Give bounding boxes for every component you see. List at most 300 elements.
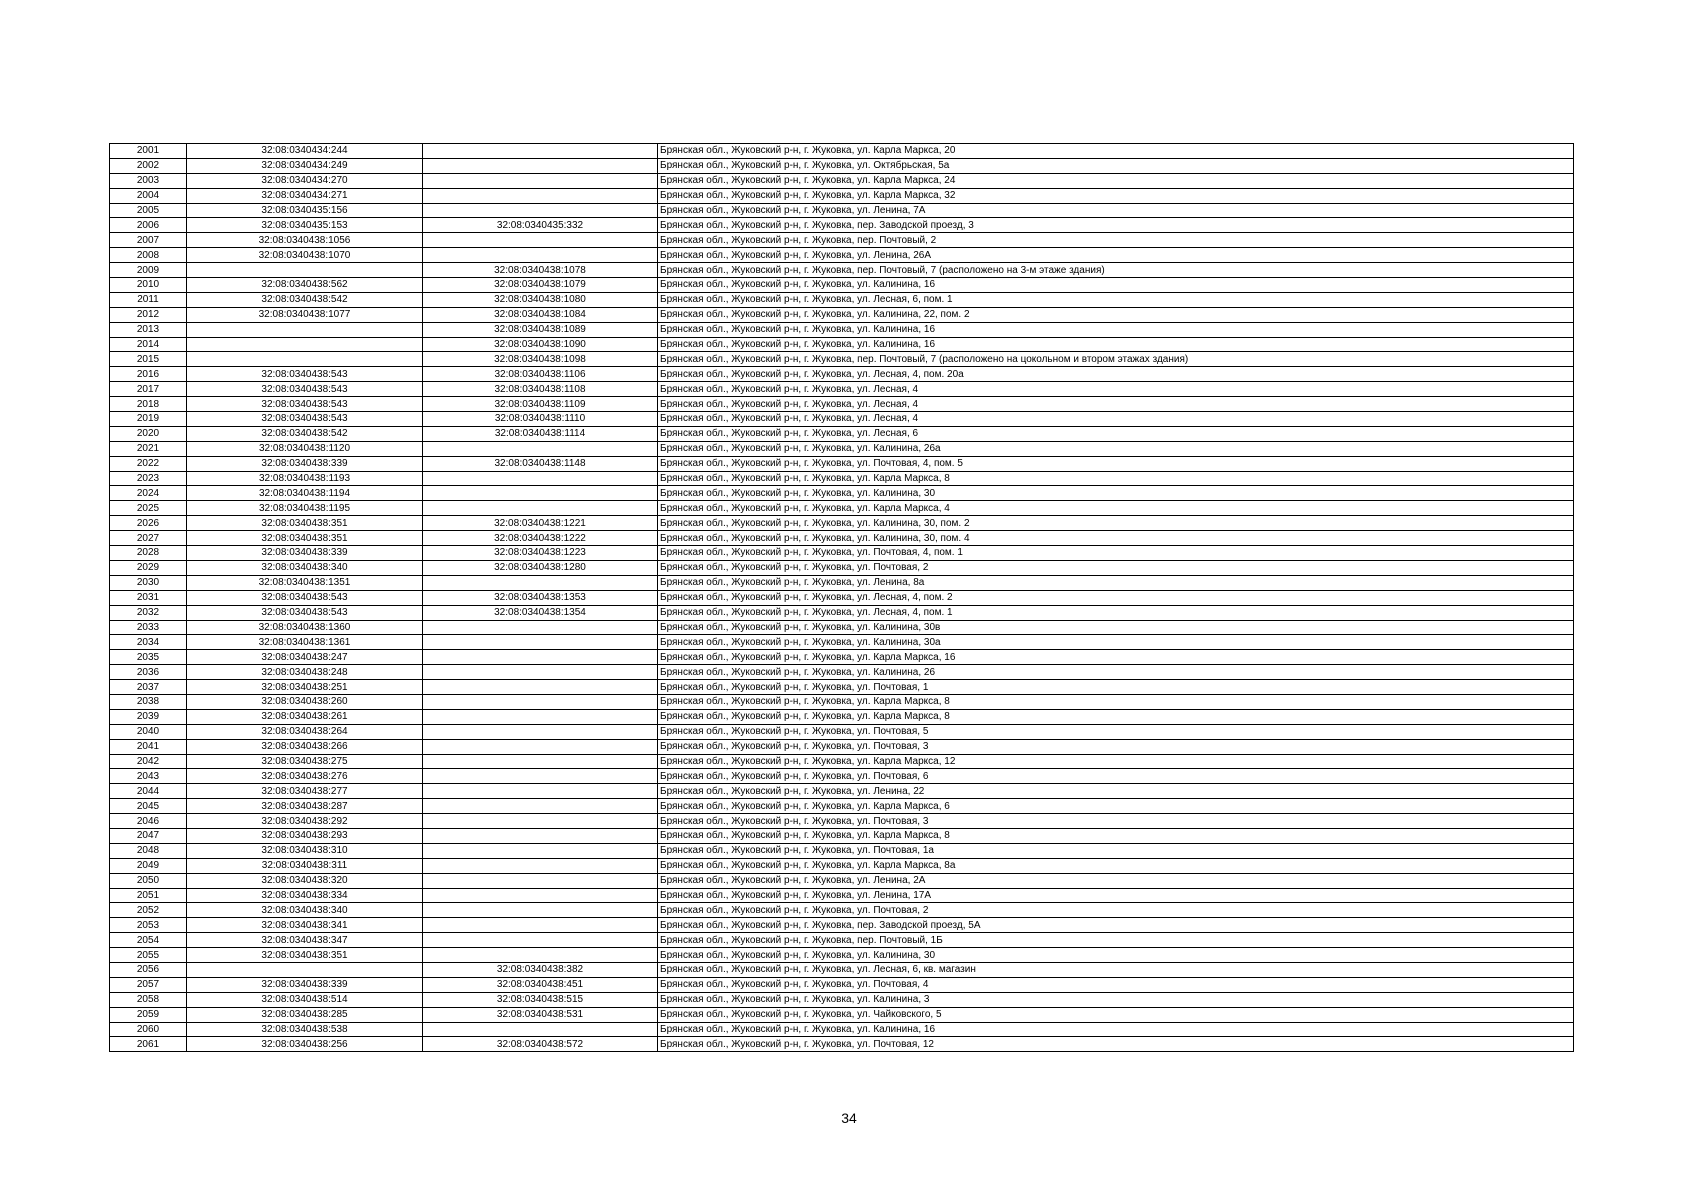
row-number-cell: 2048: [110, 843, 187, 858]
table-row: [110, 337, 1574, 352]
page-number: 34: [841, 1110, 857, 1126]
table-row: [110, 903, 1574, 918]
address-cell: Брянская обл., Жуковский р-н, г. Жуковка, ул. Карла Маркса, 32: [658, 188, 1574, 203]
object-cadastral-number-cell: 32:08:0340438:1108: [423, 382, 658, 397]
row-number-cell: 2009: [110, 263, 187, 278]
row-number-cell: 2007: [110, 233, 187, 248]
table-row: [110, 620, 1574, 635]
address-cell: Брянская обл., Жуковский р-н, г. Жуковка, ул. Ленина, 7А: [658, 203, 1574, 218]
object-cadastral-number-cell: 32:08:0340438:1114: [423, 426, 658, 441]
table-row: [110, 992, 1574, 1007]
row-number-cell: 2061: [110, 1037, 187, 1052]
address-cell: Брянская обл., Жуковский р-н, г. Жуковка, ул. Карла Маркса, 8: [658, 471, 1574, 486]
row-number-cell: 2047: [110, 828, 187, 843]
table-row: [110, 218, 1574, 233]
table-row: [110, 665, 1574, 680]
address-cell: Брянская обл., Жуковский р-н, г. Жуковка, ул. Калинина, 30, пом. 4: [658, 531, 1574, 546]
address-cell: Брянская обл., Жуковский р-н, г. Жуковка, ул. Почтовая, 1а: [658, 843, 1574, 858]
row-number-cell: 2035: [110, 650, 187, 665]
object-cadastral-number-cell: 32:08:0340438:1354: [423, 605, 658, 620]
row-number-cell: 2005: [110, 203, 187, 218]
object-cadastral-number-cell: 32:08:0340438:1080: [423, 292, 658, 307]
land-cadastral-number-cell: 32:08:0340438:340: [187, 903, 423, 918]
table-row: [110, 531, 1574, 546]
land-cadastral-number-cell: [187, 322, 423, 337]
address-cell: Брянская обл., Жуковский р-н, г. Жуковка, ул. Калинина, 22, пом. 2: [658, 307, 1574, 322]
address-cell: Брянская обл., Жуковский р-н, г. Жуковка, пер. Почтовый, 2: [658, 233, 1574, 248]
table-row: [110, 709, 1574, 724]
row-number-cell: 2016: [110, 367, 187, 382]
row-number-cell: 2020: [110, 426, 187, 441]
address-cell: Брянская обл., Жуковский р-н, г. Жуковка, ул. Калинина, 30: [658, 486, 1574, 501]
object-cadastral-number-cell: 32:08:0340438:1148: [423, 456, 658, 471]
object-cadastral-number-cell: [423, 784, 658, 799]
land-cadastral-number-cell: 32:08:0340434:244: [187, 144, 423, 159]
table-row: [110, 278, 1574, 293]
table-row: [110, 516, 1574, 531]
address-cell: Брянская обл., Жуковский р-н, г. Жуковка, ул. Почтовая, 4, пом. 1: [658, 546, 1574, 561]
object-cadastral-number-cell: [423, 724, 658, 739]
table-row: [110, 858, 1574, 873]
land-cadastral-number-cell: 32:08:0340438:339: [187, 546, 423, 561]
object-cadastral-number-cell: [423, 471, 658, 486]
row-number-cell: 2017: [110, 382, 187, 397]
table-row: [110, 754, 1574, 769]
row-number-cell: 2043: [110, 769, 187, 784]
land-cadastral-number-cell: 32:08:0340438:514: [187, 992, 423, 1007]
table-row: [110, 1037, 1574, 1052]
address-cell: Брянская обл., Жуковский р-н, г. Жуковка, ул. Лесная, 4, пом. 2: [658, 590, 1574, 605]
row-number-cell: 2024: [110, 486, 187, 501]
table-row: [110, 575, 1574, 590]
object-cadastral-number-cell: [423, 680, 658, 695]
object-cadastral-number-cell: [423, 158, 658, 173]
land-cadastral-number-cell: 32:08:0340438:543: [187, 605, 423, 620]
address-cell: Брянская обл., Жуковский р-н, г. Жуковка, ул. Ленина, 22: [658, 784, 1574, 799]
object-cadastral-number-cell: 32:08:0340438:572: [423, 1037, 658, 1052]
land-cadastral-number-cell: 32:08:0340438:1361: [187, 635, 423, 650]
land-cadastral-number-cell: 32:08:0340438:266: [187, 739, 423, 754]
table-row: [110, 650, 1574, 665]
object-cadastral-number-cell: 32:08:0340438:1098: [423, 352, 658, 367]
land-cadastral-number-cell: [187, 962, 423, 977]
land-cadastral-number-cell: 32:08:0340438:276: [187, 769, 423, 784]
address-cell: Брянская обл., Жуковский р-н, г. Жуковка, ул. Карла Маркса, 6: [658, 799, 1574, 814]
row-number-cell: 2022: [110, 456, 187, 471]
land-cadastral-number-cell: 32:08:0340438:543: [187, 412, 423, 427]
object-cadastral-number-cell: 32:08:0340438:1222: [423, 531, 658, 546]
table-row: [110, 635, 1574, 650]
address-cell: Брянская обл., Жуковский р-н, г. Жуковка, ул. Почтовая, 12: [658, 1037, 1574, 1052]
address-cell: Брянская обл., Жуковский р-н, г. Жуковка, ул. Лесная, 4, пом. 1: [658, 605, 1574, 620]
address-cell: Брянская обл., Жуковский р-н, г. Жуковка, ул. Чайковского, 5: [658, 1007, 1574, 1022]
land-cadastral-number-cell: 32:08:0340438:543: [187, 397, 423, 412]
land-cadastral-number-cell: [187, 352, 423, 367]
address-cell: Брянская обл., Жуковский р-н, г. Жуковка, ул. Калинина, 26а: [658, 441, 1574, 456]
row-number-cell: 2059: [110, 1007, 187, 1022]
object-cadastral-number-cell: 32:08:0340438:451: [423, 977, 658, 992]
table-row: [110, 173, 1574, 188]
table-row: [110, 203, 1574, 218]
object-cadastral-number-cell: 32:08:0340438:1353: [423, 590, 658, 605]
table-row: [110, 918, 1574, 933]
row-number-cell: 2050: [110, 873, 187, 888]
table-row: [110, 158, 1574, 173]
land-cadastral-number-cell: [187, 263, 423, 278]
land-cadastral-number-cell: 32:08:0340438:320: [187, 873, 423, 888]
land-cadastral-number-cell: 32:08:0340438:275: [187, 754, 423, 769]
object-cadastral-number-cell: [423, 888, 658, 903]
table-row: [110, 694, 1574, 709]
address-cell: Брянская обл., Жуковский р-н, г. Жуковка, ул. Октябрьская, 5а: [658, 158, 1574, 173]
row-number-cell: 2015: [110, 352, 187, 367]
object-cadastral-number-cell: 32:08:0340438:1109: [423, 397, 658, 412]
address-cell: Брянская обл., Жуковский р-н, г. Жуковка, ул. Ленина, 17А: [658, 888, 1574, 903]
registry-table: [109, 143, 1574, 1052]
row-number-cell: 2013: [110, 322, 187, 337]
address-cell: Брянская обл., Жуковский р-н, г. Жуковка, ул. Почтовая, 4: [658, 977, 1574, 992]
object-cadastral-number-cell: 32:08:0340438:1223: [423, 546, 658, 561]
land-cadastral-number-cell: 32:08:0340438:1056: [187, 233, 423, 248]
table-row: [110, 769, 1574, 784]
address-cell: Брянская обл., Жуковский р-н, г. Жуковка, ул. Калинина, 3: [658, 992, 1574, 1007]
row-number-cell: 2011: [110, 292, 187, 307]
address-cell: Брянская обл., Жуковский р-н, г. Жуковка, ул. Калинина, 16: [658, 337, 1574, 352]
table-row: [110, 590, 1574, 605]
row-number-cell: 2056: [110, 962, 187, 977]
land-cadastral-number-cell: 32:08:0340438:247: [187, 650, 423, 665]
row-number-cell: 2049: [110, 858, 187, 873]
table-row: [110, 382, 1574, 397]
row-number-cell: 2006: [110, 218, 187, 233]
object-cadastral-number-cell: 32:08:0340438:1106: [423, 367, 658, 382]
row-number-cell: 2036: [110, 665, 187, 680]
land-cadastral-number-cell: 32:08:0340438:251: [187, 680, 423, 695]
object-cadastral-number-cell: [423, 575, 658, 590]
table-row: [110, 784, 1574, 799]
row-number-cell: 2023: [110, 471, 187, 486]
table-row: [110, 605, 1574, 620]
land-cadastral-number-cell: 32:08:0340438:287: [187, 799, 423, 814]
table-row: [110, 501, 1574, 516]
registry-table-body: [110, 144, 1574, 1052]
row-number-cell: 2030: [110, 575, 187, 590]
land-cadastral-number-cell: 32:08:0340435:156: [187, 203, 423, 218]
row-number-cell: 2042: [110, 754, 187, 769]
row-number-cell: 2041: [110, 739, 187, 754]
land-cadastral-number-cell: 32:08:0340438:351: [187, 948, 423, 963]
table-row: [110, 1022, 1574, 1037]
row-number-cell: 2060: [110, 1022, 187, 1037]
row-number-cell: 2045: [110, 799, 187, 814]
table-row: [110, 397, 1574, 412]
object-cadastral-number-cell: 32:08:0340438:1084: [423, 307, 658, 322]
object-cadastral-number-cell: [423, 918, 658, 933]
row-number-cell: 2055: [110, 948, 187, 963]
row-number-cell: 2014: [110, 337, 187, 352]
address-cell: Брянская обл., Жуковский р-н, г. Жуковка, ул. Лесная, 6: [658, 426, 1574, 441]
row-number-cell: 2003: [110, 173, 187, 188]
table-row: [110, 292, 1574, 307]
table-row: [110, 724, 1574, 739]
land-cadastral-number-cell: 32:08:0340435:153: [187, 218, 423, 233]
address-cell: Брянская обл., Жуковский р-н, г. Жуковка, ул. Калинина, 16: [658, 322, 1574, 337]
table-row: [110, 873, 1574, 888]
address-cell: Брянская обл., Жуковский р-н, г. Жуковка, ул. Калинина, 30: [658, 948, 1574, 963]
address-cell: Брянская обл., Жуковский р-н, г. Жуковка, ул. Почтовая, 2: [658, 903, 1574, 918]
address-cell: Брянская обл., Жуковский р-н, г. Жуковка, ул. Почтовая, 1: [658, 680, 1574, 695]
land-cadastral-number-cell: 32:08:0340438:1351: [187, 575, 423, 590]
object-cadastral-number-cell: [423, 501, 658, 516]
table-row: [110, 799, 1574, 814]
object-cadastral-number-cell: [423, 754, 658, 769]
row-number-cell: 2010: [110, 278, 187, 293]
land-cadastral-number-cell: 32:08:0340438:351: [187, 516, 423, 531]
land-cadastral-number-cell: 32:08:0340438:562: [187, 278, 423, 293]
row-number-cell: 2046: [110, 814, 187, 829]
row-number-cell: 2034: [110, 635, 187, 650]
table-row: [110, 828, 1574, 843]
object-cadastral-number-cell: [423, 933, 658, 948]
object-cadastral-number-cell: [423, 173, 658, 188]
row-number-cell: 2033: [110, 620, 187, 635]
object-cadastral-number-cell: [423, 620, 658, 635]
object-cadastral-number-cell: [423, 635, 658, 650]
address-cell: Брянская обл., Жуковский р-н, г. Жуковка, ул. Лесная, 4: [658, 382, 1574, 397]
object-cadastral-number-cell: [423, 903, 658, 918]
land-cadastral-number-cell: 32:08:0340438:341: [187, 918, 423, 933]
land-cadastral-number-cell: 32:08:0340438:277: [187, 784, 423, 799]
row-number-cell: 2001: [110, 144, 187, 159]
address-cell: Брянская обл., Жуковский р-н, г. Жуковка, ул. Карла Маркса, 8: [658, 694, 1574, 709]
address-cell: Брянская обл., Жуковский р-н, г. Жуковка, ул. Карла Маркса, 24: [658, 173, 1574, 188]
object-cadastral-number-cell: [423, 948, 658, 963]
table-row: [110, 680, 1574, 695]
object-cadastral-number-cell: [423, 814, 658, 829]
row-number-cell: 2058: [110, 992, 187, 1007]
address-cell: Брянская обл., Жуковский р-н, г. Жуковка, ул. Калинина, 30, пом. 2: [658, 516, 1574, 531]
address-cell: Брянская обл., Жуковский р-н, г. Жуковка, ул. Карла Маркса, 12: [658, 754, 1574, 769]
address-cell: Брянская обл., Жуковский р-н, г. Жуковка, ул. Карла Маркса, 8а: [658, 858, 1574, 873]
address-cell: Брянская обл., Жуковский р-н, г. Жуковка, ул. Почтовая, 5: [658, 724, 1574, 739]
row-number-cell: 2054: [110, 933, 187, 948]
table-row: [110, 248, 1574, 263]
address-cell: Брянская обл., Жуковский р-н, г. Жуковка, ул. Ленина, 26А: [658, 248, 1574, 263]
row-number-cell: 2032: [110, 605, 187, 620]
table-row: [110, 144, 1574, 159]
object-cadastral-number-cell: [423, 188, 658, 203]
row-number-cell: 2044: [110, 784, 187, 799]
address-cell: Брянская обл., Жуковский р-н, г. Жуковка, ул. Почтовая, 3: [658, 814, 1574, 829]
row-number-cell: 2026: [110, 516, 187, 531]
table-row: [110, 367, 1574, 382]
land-cadastral-number-cell: 32:08:0340438:543: [187, 382, 423, 397]
row-number-cell: 2021: [110, 441, 187, 456]
table-row: [110, 546, 1574, 561]
object-cadastral-number-cell: [423, 739, 658, 754]
object-cadastral-number-cell: [423, 486, 658, 501]
table-row: [110, 188, 1574, 203]
address-cell: Брянская обл., Жуковский р-н, г. Жуковка, ул. Лесная, 6, пом. 1: [658, 292, 1574, 307]
land-cadastral-number-cell: 32:08:0340438:542: [187, 426, 423, 441]
row-number-cell: 2039: [110, 709, 187, 724]
object-cadastral-number-cell: [423, 843, 658, 858]
object-cadastral-number-cell: 32:08:0340438:1089: [423, 322, 658, 337]
address-cell: Брянская обл., Жуковский р-н, г. Жуковка, ул. Карла Маркса, 8: [658, 709, 1574, 724]
table-row: [110, 962, 1574, 977]
table-row: [110, 560, 1574, 575]
object-cadastral-number-cell: 32:08:0340435:332: [423, 218, 658, 233]
object-cadastral-number-cell: 32:08:0340438:1110: [423, 412, 658, 427]
object-cadastral-number-cell: 32:08:0340438:1079: [423, 278, 658, 293]
land-cadastral-number-cell: 32:08:0340438:1194: [187, 486, 423, 501]
table-row: [110, 739, 1574, 754]
address-cell: Брянская обл., Жуковский р-н, г. Жуковка, ул. Калинина, 30в: [658, 620, 1574, 635]
address-cell: Брянская обл., Жуковский р-н, г. Жуковка, ул. Калинина, 16: [658, 278, 1574, 293]
address-cell: Брянская обл., Жуковский р-н, г. Жуковка, ул. Почтовая, 4, пом. 5: [658, 456, 1574, 471]
land-cadastral-number-cell: 32:08:0340434:270: [187, 173, 423, 188]
table-row: [110, 843, 1574, 858]
object-cadastral-number-cell: [423, 799, 658, 814]
land-cadastral-number-cell: 32:08:0340438:339: [187, 977, 423, 992]
object-cadastral-number-cell: [423, 828, 658, 843]
land-cadastral-number-cell: 32:08:0340438:1193: [187, 471, 423, 486]
address-cell: Брянская обл., Жуковский р-н, г. Жуковка, ул. Карла Маркса, 8: [658, 828, 1574, 843]
row-number-cell: 2038: [110, 694, 187, 709]
row-number-cell: 2027: [110, 531, 187, 546]
land-cadastral-number-cell: 32:08:0340438:1360: [187, 620, 423, 635]
object-cadastral-number-cell: [423, 709, 658, 724]
address-cell: Брянская обл., Жуковский р-н, г. Жуковка, ул. Калинина, 16: [658, 1022, 1574, 1037]
row-number-cell: 2018: [110, 397, 187, 412]
object-cadastral-number-cell: [423, 441, 658, 456]
land-cadastral-number-cell: 32:08:0340438:542: [187, 292, 423, 307]
address-cell: Брянская обл., Жуковский р-н, г. Жуковка, ул. Карла Маркса, 4: [658, 501, 1574, 516]
land-cadastral-number-cell: 32:08:0340438:256: [187, 1037, 423, 1052]
address-cell: Брянская обл., Жуковский р-н, г. Жуковка, ул. Почтовая, 3: [658, 739, 1574, 754]
address-cell: Брянская обл., Жуковский р-н, г. Жуковка, ул. Лесная, 4: [658, 412, 1574, 427]
table-row: [110, 486, 1574, 501]
land-cadastral-number-cell: 32:08:0340438:285: [187, 1007, 423, 1022]
land-cadastral-number-cell: 32:08:0340438:293: [187, 828, 423, 843]
address-cell: Брянская обл., Жуковский р-н, г. Жуковка, ул. Калинина, 26: [658, 665, 1574, 680]
object-cadastral-number-cell: [423, 233, 658, 248]
land-cadastral-number-cell: 32:08:0340434:271: [187, 188, 423, 203]
object-cadastral-number-cell: 32:08:0340438:1221: [423, 516, 658, 531]
table-row: [110, 471, 1574, 486]
address-cell: Брянская обл., Жуковский р-н, г. Жуковка, пер. Почтовый, 1Б: [658, 933, 1574, 948]
land-cadastral-number-cell: 32:08:0340438:1120: [187, 441, 423, 456]
row-number-cell: 2051: [110, 888, 187, 903]
table-row: [110, 1007, 1574, 1022]
object-cadastral-number-cell: 32:08:0340438:515: [423, 992, 658, 1007]
land-cadastral-number-cell: 32:08:0340438:543: [187, 590, 423, 605]
address-cell: Брянская обл., Жуковский р-н, г. Жуковка, ул. Ленина, 8а: [658, 575, 1574, 590]
land-cadastral-number-cell: 32:08:0340438:351: [187, 531, 423, 546]
address-cell: Брянская обл., Жуковский р-н, г. Жуковка, пер. Почтовый, 7 (расположено на 3-м этаже здания): [658, 263, 1574, 278]
object-cadastral-number-cell: [423, 858, 658, 873]
land-cadastral-number-cell: 32:08:0340438:347: [187, 933, 423, 948]
table-row: [110, 352, 1574, 367]
object-cadastral-number-cell: 32:08:0340438:1280: [423, 560, 658, 575]
row-number-cell: 2012: [110, 307, 187, 322]
address-cell: Брянская обл., Жуковский р-н, г. Жуковка, пер. Почтовый, 7 (расположено на цокольном и втором этажах здания): [658, 352, 1574, 367]
land-cadastral-number-cell: 32:08:0340438:260: [187, 694, 423, 709]
object-cadastral-number-cell: [423, 665, 658, 680]
object-cadastral-number-cell: [423, 650, 658, 665]
land-cadastral-number-cell: 32:08:0340438:339: [187, 456, 423, 471]
table-row: [110, 456, 1574, 471]
land-cadastral-number-cell: 32:08:0340438:292: [187, 814, 423, 829]
land-cadastral-number-cell: 32:08:0340438:334: [187, 888, 423, 903]
table-row: [110, 322, 1574, 337]
address-cell: Брянская обл., Жуковский р-н, г. Жуковка, пер. Заводской проезд, 5А: [658, 918, 1574, 933]
row-number-cell: 2040: [110, 724, 187, 739]
table-row: [110, 933, 1574, 948]
row-number-cell: 2028: [110, 546, 187, 561]
land-cadastral-number-cell: 32:08:0340438:310: [187, 843, 423, 858]
land-cadastral-number-cell: [187, 337, 423, 352]
land-cadastral-number-cell: 32:08:0340438:1195: [187, 501, 423, 516]
table-row: [110, 948, 1574, 963]
row-number-cell: 2052: [110, 903, 187, 918]
address-cell: Брянская обл., Жуковский р-н, г. Жуковка, ул. Карла Маркса, 20: [658, 144, 1574, 159]
object-cadastral-number-cell: 32:08:0340438:1090: [423, 337, 658, 352]
land-cadastral-number-cell: 32:08:0340438:538: [187, 1022, 423, 1037]
land-cadastral-number-cell: 32:08:0340438:340: [187, 560, 423, 575]
row-number-cell: 2004: [110, 188, 187, 203]
land-cadastral-number-cell: 32:08:0340438:264: [187, 724, 423, 739]
object-cadastral-number-cell: [423, 144, 658, 159]
table-row: [110, 307, 1574, 322]
row-number-cell: 2037: [110, 680, 187, 695]
row-number-cell: 2002: [110, 158, 187, 173]
object-cadastral-number-cell: 32:08:0340438:531: [423, 1007, 658, 1022]
table-row: [110, 814, 1574, 829]
row-number-cell: 2029: [110, 560, 187, 575]
address-cell: Брянская обл., Жуковский р-н, г. Жуковка, ул. Почтовая, 2: [658, 560, 1574, 575]
object-cadastral-number-cell: [423, 769, 658, 784]
address-cell: Брянская обл., Жуковский р-н, г. Жуковка, ул. Ленина, 2А: [658, 873, 1574, 888]
object-cadastral-number-cell: [423, 873, 658, 888]
land-cadastral-number-cell: 32:08:0340434:249: [187, 158, 423, 173]
row-number-cell: 2019: [110, 412, 187, 427]
land-cadastral-number-cell: 32:08:0340438:261: [187, 709, 423, 724]
table-row: [110, 412, 1574, 427]
land-cadastral-number-cell: 32:08:0340438:1070: [187, 248, 423, 263]
object-cadastral-number-cell: 32:08:0340438:382: [423, 962, 658, 977]
object-cadastral-number-cell: [423, 203, 658, 218]
row-number-cell: 2025: [110, 501, 187, 516]
table-row: [110, 426, 1574, 441]
object-cadastral-number-cell: [423, 248, 658, 263]
row-number-cell: 2053: [110, 918, 187, 933]
land-cadastral-number-cell: 32:08:0340438:248: [187, 665, 423, 680]
row-number-cell: 2031: [110, 590, 187, 605]
object-cadastral-number-cell: [423, 694, 658, 709]
address-cell: Брянская обл., Жуковский р-н, г. Жуковка, ул. Лесная, 4: [658, 397, 1574, 412]
address-cell: Брянская обл., Жуковский р-н, г. Жуковка, ул. Лесная, 4, пом. 20а: [658, 367, 1574, 382]
table-row: [110, 977, 1574, 992]
table-row: [110, 263, 1574, 278]
land-cadastral-number-cell: 32:08:0340438:311: [187, 858, 423, 873]
address-cell: Брянская обл., Жуковский р-н, г. Жуковка, ул. Калинина, 30а: [658, 635, 1574, 650]
table-row: [110, 888, 1574, 903]
row-number-cell: 2008: [110, 248, 187, 263]
address-cell: Брянская обл., Жуковский р-н, г. Жуковка, пер. Заводской проезд, 3: [658, 218, 1574, 233]
object-cadastral-number-cell: [423, 1022, 658, 1037]
address-cell: Брянская обл., Жуковский р-н, г. Жуковка, ул. Почтовая, 6: [658, 769, 1574, 784]
